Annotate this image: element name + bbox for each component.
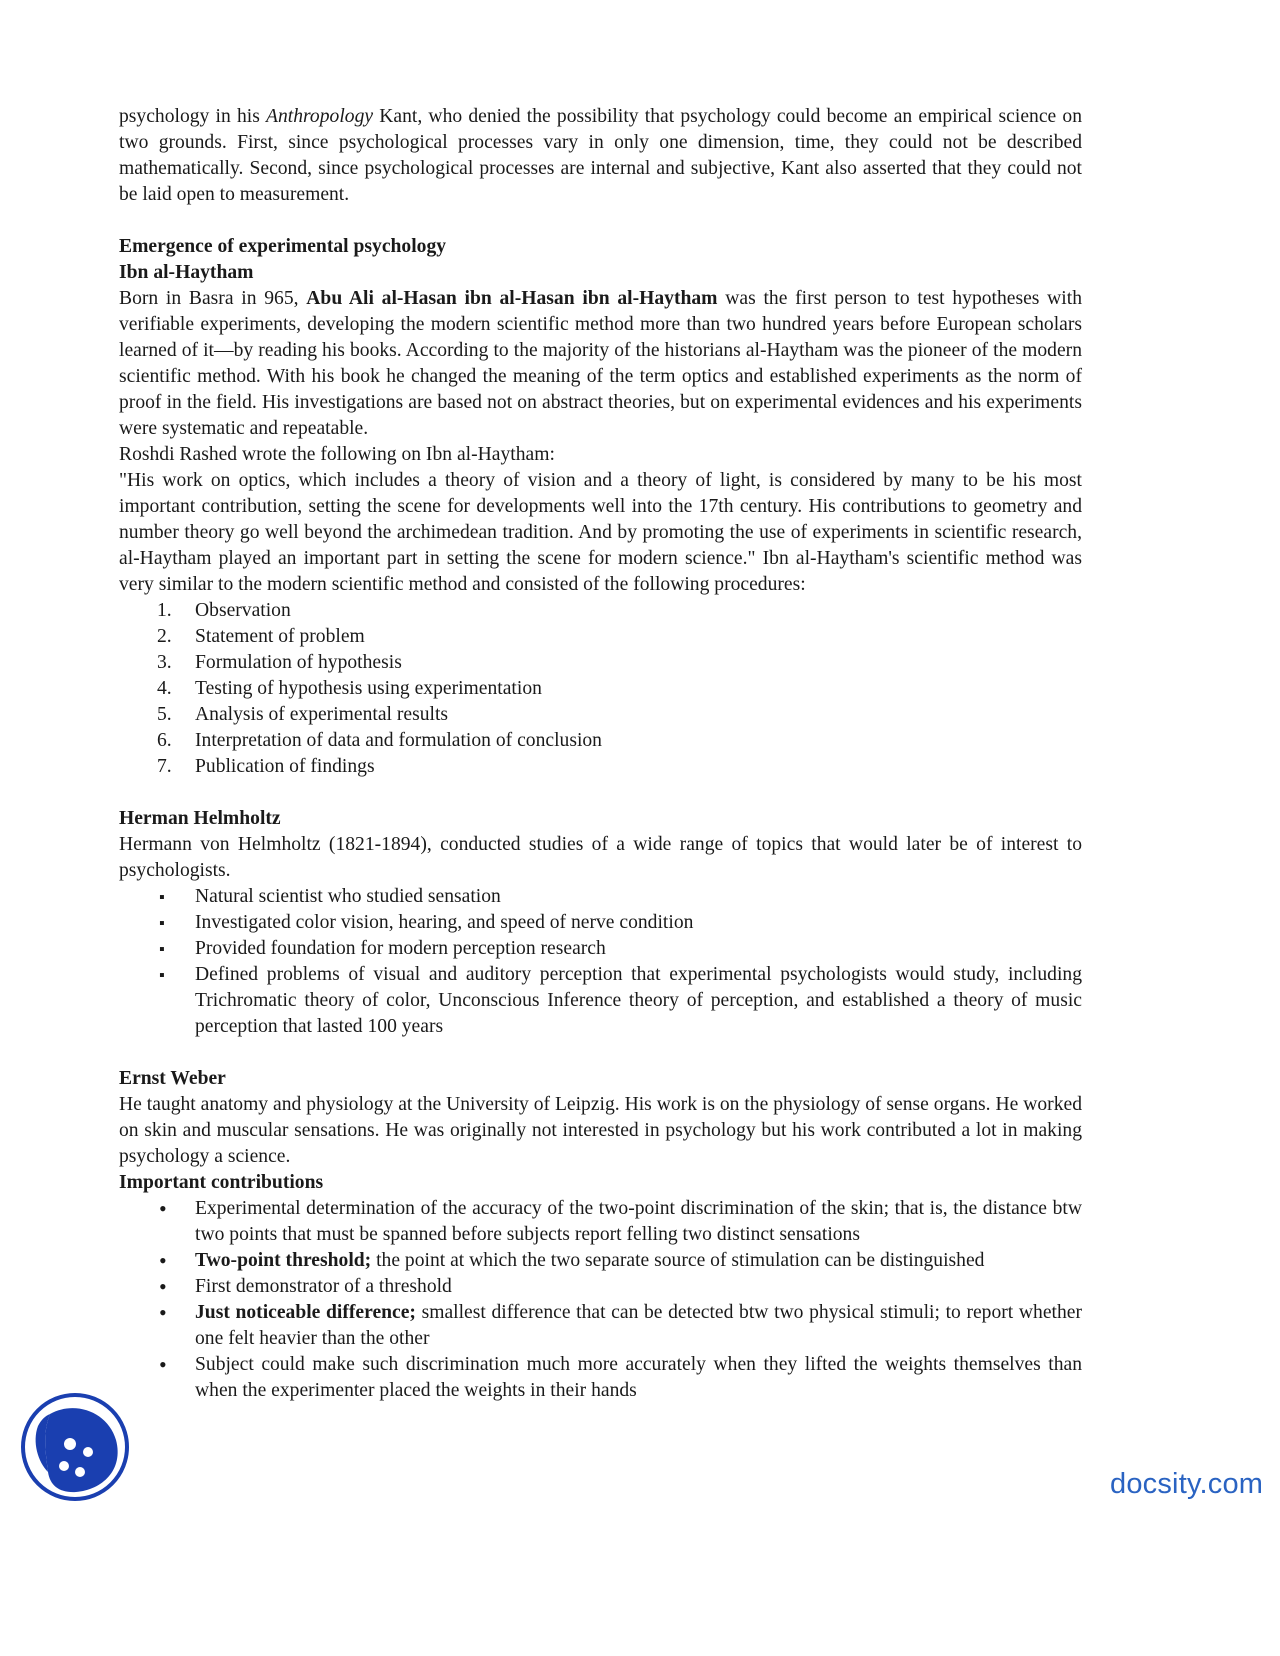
docsity-logo-icon [20,1392,130,1502]
helmholtz-heading: Herman Helmholtz [119,808,281,829]
list-item: • Two-point threshold; the point at which the two separate source of stimulation can be distinguished [119,1248,1082,1274]
bullet-icon [159,1300,175,1328]
bullet-icon [159,1274,175,1302]
haytham-paragraph-2: Roshdi Rashed wrote the following on Ibn al-Haytham: [119,444,555,465]
weber-paragraph: He taught anatomy and physiology at the University of Leipzig. His work is on the physiology of sense organs. He worked on skin and muscular sensations. He was originally not interested in psychology but his work contributed a lot in making psychology a science. [119,1094,1082,1167]
list-item: 3. Formulation of hypothesis [157,652,402,673]
list-item: ▪ Natural scientist who studied sensation [119,884,1082,910]
square-bullet-icon [159,910,175,937]
docsity-wordmark[interactable]: docsity.com [1110,1468,1264,1500]
bullet-icon [159,1196,175,1224]
list-item: ▪ Investigated color vision, hearing, and speed of nerve condition [119,910,1082,936]
haytham-heading: Ibn al-Haytham [119,262,254,283]
intro-paragraph: psychology in his Anthropology Kant, who denied the possibility that psychology could become an empirical science on two grounds. First, since psychological processes vary in only one dimension, time, they could not be described mathematically. Second, since psychological processes are internal and subjective, Kant also asserted that they could not be laid open to measurement. [119,106,1082,205]
list-item: 1. Observation [157,600,291,621]
section-title: Emergence of experimental psychology [119,236,447,257]
haytham-full-name: Abu Ali al-Hasan ibn al-Hasan ibn al-Haytham [306,288,718,309]
list-item: • Experimental determination of the accuracy of the two-point discrimination of the skin; that is, the distance btw two points that must be spanned before subjects report felling two distinct sensations [119,1196,1082,1248]
list-item: 6. Interpretation of data and formulation of conclusion [157,730,602,751]
contributions-heading: Important contributions [119,1172,324,1193]
list-item: • First demonstrator of a threshold [119,1274,1082,1300]
weber-bullet-list [119,1196,1082,1404]
list-item: 5. Analysis of experimental results [157,704,449,725]
helmholtz-bullet-list [119,884,1082,1040]
square-bullet-icon [159,962,175,989]
square-bullet-icon [159,884,175,911]
square-bullet-icon [159,936,175,963]
bullet-icon [159,1248,175,1276]
list-item: • Subject could make such discrimination much more accurately when they lifted the weights themselves than when the experimenter placed the weights in their hands [119,1352,1082,1404]
haytham-paragraph-3: "His work on optics, which includes a theory of vision and a theory of light, is considered by many to be his most important contribution, setting the scene for developments well into the 17th century. His contributions to geometry and number theory go well beyond the archimedean tradition. And by promoting the use of experiments in scientific research, al-Haytham played an important part in setting the scene for modern science." Ibn al-Haytham's scientific method was very similar to the modern scientific method and consisted of the following procedures: [119,470,1082,595]
document-page [119,104,1082,1404]
method-steps-list [119,598,1082,780]
helmholtz-paragraph: Hermann von Helmholtz (1821-1894), conducted studies of a wide range of topics that would later be of interest to psychologists. [119,834,1082,881]
list-item: ▪ Provided foundation for modern perception research [119,936,1082,962]
list-item: ▪ Defined problems of visual and auditory perception that experimental psychologists would study, including Trichromatic theory of color, Unconscious Inference theory of perception, and established a theory of music perception that lasted 100 years [119,962,1082,1040]
bullet-icon [159,1352,175,1380]
list-item: 7. Publication of findings [157,756,375,777]
list-item: 4. Testing of hypothesis using experimentation [157,678,542,699]
list-item: • Just noticeable difference; smallest difference that can be detected btw two physical stimuli; to report whether one felt heavier than the other [119,1300,1082,1352]
anthropology-title: Anthropology [266,106,374,127]
weber-heading: Ernst Weber [119,1068,226,1089]
list-item: 2. Statement of problem [157,626,365,647]
haytham-paragraph-1: Born in Basra in 965, Abu Ali al-Hasan ibn al-Hasan ibn al-Haytham was the first person to test hypotheses with verifiable experiments, developing the modern scientific method more than two hundred years before European scholars learned of it—by reading his books. According to the majority of the historians al-Haytham was the pioneer of the modern scientific method. With his book he changed the meaning of the term optics and established experiments as the norm of proof in the field. His investigations are based not on abstract theories, but on experimental evidences and his experiments were systematic and repeatable. [119,288,1082,439]
